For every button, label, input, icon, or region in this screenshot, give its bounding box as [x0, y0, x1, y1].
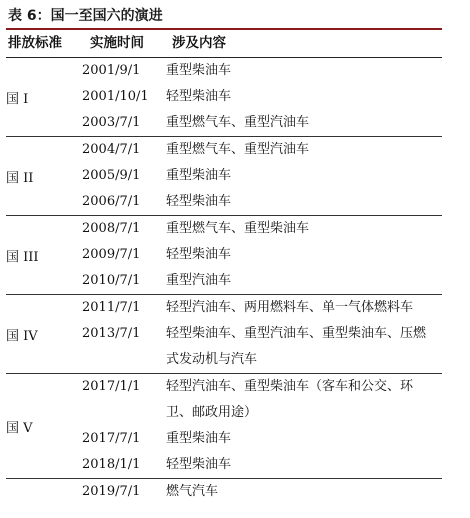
vehicles-cell: 轻型柴油车 — [166, 247, 232, 262]
date-cell: 2003/7/1 — [82, 115, 141, 130]
date-cell: 2001/10/1 — [82, 89, 149, 104]
vehicles-cell: 重型燃气车、重型汽油车 — [166, 142, 310, 157]
table-caption: 表 6：国一至国六的演进 — [8, 8, 163, 24]
vehicles-cell: 轻型柴油车、重型汽油车、重型柴油车、压燃式发动机与汽车 — [166, 326, 427, 367]
vehicles-cell: 重型燃气车、重型汽油车 — [166, 115, 310, 130]
standard-cell: 国 V — [6, 374, 82, 479]
table-row — [6, 479, 442, 506]
vehicles-cell: 燃气汽车 — [166, 484, 219, 499]
vehicles-cell: 重型柴油车 — [166, 168, 232, 183]
standard-cell: 国 IV — [6, 295, 82, 374]
vehicles-cell: 重型燃气车、重型柴油车 — [166, 221, 310, 236]
table-row — [6, 137, 442, 164]
date-cell: 2017/1/1 — [82, 379, 141, 394]
vehicles-cell: 重型柴油车 — [166, 63, 232, 78]
header-vehicles: 涉及内容 — [172, 35, 226, 51]
header-date: 实施时间 — [90, 35, 144, 51]
table-row — [6, 374, 442, 427]
date-cell: 2005/9/1 — [82, 168, 141, 183]
vehicles-cell: 重型汽油车 — [166, 273, 232, 288]
date-cell: 2009/7/1 — [82, 247, 141, 262]
date-cell: 2018/1/1 — [82, 457, 141, 472]
vehicles-cell: 轻型汽油车、两用燃料车、单一气体燃料车 — [166, 300, 414, 315]
standard-cell — [6, 479, 82, 506]
standard-cell: 国 II — [6, 137, 82, 216]
date-cell: 2019/7/1 — [82, 484, 141, 499]
date-cell: 2013/7/1 — [82, 326, 141, 341]
table-row — [6, 58, 442, 84]
date-cell: 2008/7/1 — [82, 221, 141, 236]
header-standard: 排放标准 — [8, 35, 62, 51]
vehicles-cell: 轻型汽油车、重型柴油车（客车和公交、环卫、邮政用途） — [166, 379, 414, 420]
date-cell: 2010/7/1 — [82, 273, 141, 288]
vehicles-cell: 轻型柴油车 — [166, 89, 232, 104]
date-cell: 2006/7/1 — [82, 194, 141, 209]
table-row — [6, 216, 442, 243]
standard-cell: 国 III — [6, 216, 82, 295]
table-row — [6, 295, 442, 322]
date-cell: 2011/7/1 — [82, 300, 141, 315]
date-cell: 2001/9/1 — [82, 63, 141, 78]
vehicles-cell: 轻型柴油车 — [166, 457, 232, 472]
vehicles-cell: 轻型柴油车 — [166, 194, 232, 209]
date-cell: 2017/7/1 — [82, 431, 141, 446]
date-cell: 2004/7/1 — [82, 142, 141, 157]
standard-cell: 国 I — [6, 91, 29, 107]
vehicles-cell: 重型柴油车 — [166, 431, 232, 446]
emission-standards-table — [6, 58, 442, 505]
